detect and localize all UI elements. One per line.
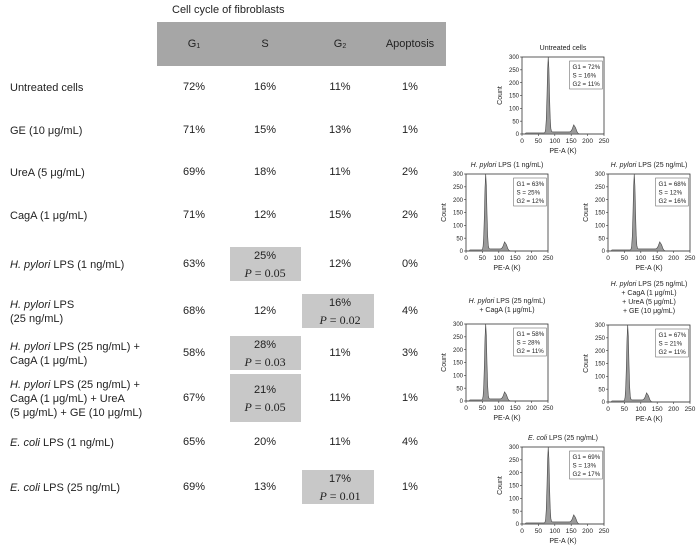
- row-label-line: [10, 340, 170, 354]
- x-tick-label: 100: [493, 405, 505, 412]
- y-tick-label: 150: [508, 483, 519, 490]
- row-label-segment: H. pylori: [10, 341, 51, 353]
- histogram-panel-hp-lps-1: [438, 160, 558, 285]
- cell-apoptosis: 0%: [402, 258, 418, 270]
- row-label-line: [10, 81, 170, 95]
- y-tick-label: 300: [452, 172, 463, 179]
- y-axis-label: Count: [497, 86, 504, 105]
- y-tick-label: 50: [512, 509, 519, 516]
- panel-title-segment: LPS (25 ng/mL): [636, 162, 688, 169]
- y-tick-label: 0: [601, 249, 605, 256]
- cell-s: 25%: [253, 250, 277, 262]
- cell-s: 13%: [253, 481, 277, 493]
- y-tick-label: 100: [508, 496, 519, 503]
- panel-title-segment: H. pylori: [610, 281, 637, 288]
- phase-legend-entry: G2 = 17%: [572, 471, 601, 478]
- phase-legend-entry: S = 12%: [658, 189, 683, 197]
- panel-title-segment: LPS (25 ng/mL): [494, 298, 546, 305]
- p-number: 0.05: [264, 400, 286, 414]
- x-tick-label: 200: [526, 255, 538, 262]
- p-symbol: P: [244, 400, 252, 414]
- cell-g2: 15%: [328, 209, 352, 221]
- phase-legend-entry: S = 21%: [658, 340, 683, 348]
- y-tick-label: 150: [594, 210, 605, 217]
- y-axis-label: Count: [497, 476, 504, 495]
- row-label: [10, 124, 170, 138]
- column-header-s: [230, 38, 300, 50]
- row-label-line: [10, 392, 170, 406]
- x-tick-label: 50: [620, 255, 629, 262]
- y-tick-label: 50: [598, 387, 605, 394]
- row-label-line: [10, 481, 170, 495]
- row-label-segment: UreA (5 μg/mL): [10, 167, 85, 179]
- y-tick-label: 300: [594, 172, 605, 179]
- column-header-apoptosis: [375, 38, 445, 50]
- phase-legend-entry: G2 = 16%: [658, 198, 687, 205]
- row-label-segment: (5 μg/mL) + GE (10 μg/mL): [10, 407, 143, 419]
- cell-apoptosis: 3%: [402, 347, 418, 359]
- y-tick-label: 250: [452, 185, 463, 192]
- cell-g1: 72%: [182, 81, 206, 93]
- phase-legend-entry: S = 13%: [572, 462, 597, 470]
- x-tick-label: 100: [635, 406, 647, 413]
- panel-title-segment: + CagA (1 μg/mL): [479, 307, 535, 314]
- p-number: 0.03: [264, 355, 286, 369]
- p-value: [300, 313, 380, 328]
- x-tick-label: 0: [606, 255, 610, 262]
- panel-title-segment: H. pylori: [468, 298, 495, 305]
- p-equals: =: [326, 313, 340, 327]
- column-header-g1: [159, 38, 229, 50]
- row-label-segment: H. pylori: [10, 259, 51, 271]
- p-equals: =: [251, 266, 265, 280]
- x-axis-label: PE-A (K): [549, 148, 577, 155]
- phase-legend-entry: G2 = 11%: [516, 348, 544, 355]
- x-tick-label: 100: [549, 138, 561, 145]
- x-tick-label: 0: [520, 138, 524, 145]
- row-label-line: [10, 209, 170, 223]
- x-tick-label: 100: [493, 255, 505, 262]
- row-label: [10, 298, 170, 326]
- y-tick-label: 0: [515, 132, 519, 139]
- y-tick-label: 100: [594, 223, 605, 230]
- y-tick-label: 200: [508, 470, 519, 477]
- y-tick-label: 200: [508, 80, 519, 87]
- cell-s: 18%: [253, 166, 277, 178]
- p-number: 0.01: [339, 489, 361, 503]
- x-tick-label: 250: [684, 255, 696, 262]
- cell-g1: 63%: [182, 258, 206, 270]
- cell-g1: 67%: [182, 392, 206, 404]
- phase-legend-entry: G1 = 68%: [658, 181, 687, 188]
- row-label-segment: CagA (1 μg/mL): [10, 210, 88, 222]
- cell-g1: 65%: [182, 436, 206, 448]
- row-label-segment: LPS (25 ng/mL) +: [50, 341, 140, 353]
- row-label-line: [10, 378, 170, 392]
- panel-title-segment: E. coli: [527, 435, 548, 442]
- x-tick-label: 200: [526, 405, 538, 412]
- cell-s: 28%: [253, 339, 277, 351]
- cell-s: 16%: [253, 81, 277, 93]
- p-number: 0.02: [339, 313, 361, 327]
- row-label-segment: H. pylori: [10, 379, 51, 391]
- phase-legend-entry: G2 = 11%: [572, 81, 600, 88]
- row-label: [10, 166, 170, 180]
- histogram-panel-hp-lps-25-caga: [438, 296, 558, 435]
- row-label-segment: Untreated cells: [10, 82, 84, 94]
- cell-g2: 11%: [329, 436, 351, 448]
- phase-legend-entry: G1 = 67%: [658, 332, 687, 339]
- histogram-svg: [438, 296, 558, 435]
- cell-g2: 11%: [329, 347, 351, 359]
- x-tick-label: 50: [478, 405, 487, 412]
- y-tick-label: 250: [594, 336, 605, 343]
- p-value: [225, 355, 305, 370]
- row-label-segment: LPS (25 ng/mL) +: [50, 379, 140, 391]
- row-label-segment: CagA (1 μg/mL): [10, 355, 88, 367]
- cell-g2: 13%: [328, 124, 352, 136]
- panel-title: [621, 290, 676, 297]
- row-label-segment: GE (10 μg/mL): [10, 125, 83, 137]
- x-tick-label: 50: [534, 138, 543, 145]
- histogram-svg: [494, 433, 614, 557]
- y-tick-label: 100: [452, 223, 463, 230]
- histogram-svg: [494, 43, 614, 168]
- x-tick-label: 200: [582, 528, 594, 535]
- phase-legend-entry: G2 = 11%: [658, 349, 686, 356]
- p-symbol: P: [319, 313, 327, 327]
- cell-apoptosis: 1%: [402, 392, 418, 404]
- histogram-panel-ecoli-lps-25: [494, 433, 614, 557]
- panel-title: [469, 298, 546, 305]
- y-tick-label: 100: [594, 374, 605, 381]
- y-tick-label: 250: [452, 335, 463, 342]
- phase-legend-entry: G2 = 12%: [516, 198, 545, 205]
- y-tick-label: 50: [598, 236, 605, 243]
- row-label-segment: CagA (1 μg/mL) + UreA: [10, 393, 125, 405]
- phase-legend-entry: S = 28%: [516, 339, 541, 347]
- histogram-panel-hp-lps-25-caga-urea-ge: [580, 279, 700, 436]
- x-tick-label: 100: [549, 528, 561, 535]
- cell-apoptosis: 4%: [402, 305, 418, 317]
- row-label-segment: LPS (1 ng/mL): [50, 259, 125, 271]
- y-tick-label: 250: [508, 458, 519, 465]
- panel-title-segment: LPS (25 ng/mL): [636, 281, 688, 288]
- x-tick-label: 0: [606, 406, 610, 413]
- row-label-segment: (25 ng/mL): [10, 313, 64, 325]
- panel-title: [622, 299, 676, 306]
- x-tick-label: 150: [565, 138, 577, 145]
- panel-title: [540, 45, 587, 52]
- panel-title-segment: H. pylori: [470, 162, 497, 169]
- cell-apoptosis: 4%: [402, 436, 418, 448]
- x-tick-label: 0: [520, 528, 524, 535]
- y-tick-label: 0: [459, 399, 463, 406]
- row-label-line: [10, 312, 170, 326]
- x-tick-label: 250: [598, 528, 610, 535]
- p-symbol: P: [244, 266, 252, 280]
- x-tick-label: 0: [464, 405, 468, 412]
- cell-apoptosis: 2%: [402, 166, 418, 178]
- y-axis-label: Count: [583, 354, 590, 373]
- cell-s: 12%: [253, 305, 277, 317]
- phase-legend-entry: S = 25%: [516, 189, 541, 197]
- y-tick-label: 300: [508, 55, 519, 62]
- x-tick-label: 100: [635, 255, 647, 262]
- row-label: [10, 209, 170, 223]
- y-tick-label: 200: [452, 347, 463, 354]
- x-axis-label: PE-A (K): [493, 415, 521, 422]
- table-title: Cell cycle of fibroblasts: [172, 4, 285, 16]
- row-label-line: [10, 298, 170, 312]
- y-tick-label: 50: [512, 119, 519, 126]
- row-label-line: [10, 406, 170, 420]
- x-tick-label: 250: [542, 405, 554, 412]
- y-axis-label: Count: [441, 353, 448, 372]
- cell-g2: 17%: [328, 473, 352, 485]
- row-label-segment: LPS (25 ng/mL): [39, 482, 121, 494]
- panel-title: [611, 162, 688, 169]
- x-tick-label: 50: [478, 255, 487, 262]
- y-tick-label: 200: [594, 348, 605, 355]
- y-tick-label: 250: [594, 185, 605, 192]
- y-tick-label: 200: [594, 197, 605, 204]
- cell-apoptosis: 2%: [402, 209, 418, 221]
- panel-title: [479, 307, 534, 314]
- x-tick-label: 250: [684, 406, 696, 413]
- cell-g1: 58%: [182, 347, 206, 359]
- row-label-segment: LPS: [50, 299, 75, 311]
- x-tick-label: 50: [620, 406, 629, 413]
- row-label: [10, 340, 170, 368]
- histogram-svg: [438, 160, 558, 285]
- y-tick-label: 50: [456, 386, 463, 393]
- cell-g1: 71%: [182, 209, 206, 221]
- panel-title-segment: Untreated cells: [539, 45, 587, 52]
- cell-g2: 11%: [329, 166, 351, 178]
- histogram-svg: [580, 160, 700, 285]
- y-tick-label: 0: [515, 522, 519, 529]
- column-header-subscript: 1: [196, 43, 201, 50]
- panel-title-segment: LPS (1 ng/mL): [496, 162, 544, 169]
- x-tick-label: 150: [651, 406, 663, 413]
- x-axis-label: PE-A (K): [635, 265, 663, 272]
- column-header-text: G: [187, 38, 197, 50]
- column-header-g2: [305, 38, 375, 50]
- row-label-segment: H. pylori: [10, 299, 51, 311]
- y-tick-label: 300: [594, 323, 605, 330]
- cell-g2: 11%: [329, 81, 351, 93]
- cell-s: 15%: [253, 124, 277, 136]
- row-label-line: [10, 258, 170, 272]
- panel-title: [623, 308, 675, 315]
- x-tick-label: 150: [509, 405, 521, 412]
- cell-apoptosis: 1%: [402, 481, 418, 493]
- panel-title-segment: H. pylori: [610, 162, 637, 169]
- row-label-line: [10, 124, 170, 138]
- cell-g1: 69%: [182, 481, 206, 493]
- y-tick-label: 0: [601, 400, 605, 407]
- x-tick-label: 0: [464, 255, 468, 262]
- p-equals: =: [326, 489, 340, 503]
- cell-s: 12%: [253, 209, 277, 221]
- row-label-line: [10, 436, 170, 450]
- row-label: [10, 258, 170, 272]
- cell-g2: 12%: [328, 258, 352, 270]
- x-tick-label: 200: [582, 138, 594, 145]
- panel-title: [528, 435, 598, 442]
- cell-g2: 11%: [329, 392, 351, 404]
- y-tick-label: 150: [452, 360, 463, 367]
- x-axis-label: PE-A (K): [549, 538, 577, 545]
- y-tick-label: 300: [452, 322, 463, 329]
- y-tick-label: 100: [508, 106, 519, 113]
- cell-apoptosis: 1%: [402, 81, 418, 93]
- cell-g1: 69%: [182, 166, 206, 178]
- row-label-line: [10, 166, 170, 180]
- x-tick-label: 50: [534, 528, 543, 535]
- y-tick-label: 50: [456, 236, 463, 243]
- p-value: [225, 400, 305, 415]
- panel-title-segment: + GE (10 μg/mL): [622, 308, 676, 315]
- x-axis-label: PE-A (K): [635, 416, 663, 423]
- panel-title-segment: LPS (25 ng/mL): [547, 435, 599, 442]
- row-label-segment: E. coli: [10, 482, 40, 494]
- x-tick-label: 250: [598, 138, 610, 145]
- y-tick-label: 300: [508, 445, 519, 452]
- p-number: 0.05: [264, 266, 286, 280]
- x-tick-label: 200: [668, 255, 680, 262]
- row-label: [10, 378, 170, 420]
- phase-legend-entry: G1 = 58%: [516, 331, 545, 338]
- cell-s: 20%: [253, 436, 277, 448]
- y-axis-label: Count: [583, 203, 590, 222]
- histogram-svg: [580, 279, 700, 436]
- p-value: [300, 489, 380, 504]
- x-tick-label: 150: [565, 528, 577, 535]
- cell-s: 21%: [253, 384, 277, 396]
- cell-g2: 16%: [328, 297, 352, 309]
- histogram-panel-untreated: [494, 43, 614, 168]
- column-header-text: Apoptosis: [385, 38, 435, 50]
- x-tick-label: 250: [542, 255, 554, 262]
- panel-title: [611, 281, 688, 288]
- x-tick-label: 200: [668, 406, 680, 413]
- row-label-segment: E. coli: [10, 437, 40, 449]
- y-tick-label: 200: [452, 197, 463, 204]
- row-label-segment: LPS (1 ng/mL): [39, 437, 114, 449]
- column-header-text: S: [261, 38, 269, 50]
- y-tick-label: 150: [594, 361, 605, 368]
- y-tick-label: 100: [452, 373, 463, 380]
- p-equals: =: [251, 400, 265, 414]
- column-header-text: G: [333, 38, 343, 50]
- histogram-panel-hp-lps-25: [580, 160, 700, 285]
- p-equals: =: [251, 355, 265, 369]
- row-label: [10, 81, 170, 95]
- y-tick-label: 250: [508, 68, 519, 75]
- y-tick-label: 150: [452, 210, 463, 217]
- p-symbol: P: [244, 355, 252, 369]
- panel-title-segment: + UreA (5 μg/mL): [622, 299, 676, 306]
- phase-legend-entry: G1 = 72%: [572, 64, 601, 71]
- x-tick-label: 150: [651, 255, 663, 262]
- x-axis-label: PE-A (K): [493, 265, 521, 272]
- panel-title: [471, 162, 544, 169]
- phase-legend-entry: S = 16%: [572, 72, 597, 80]
- y-tick-label: 150: [508, 93, 519, 100]
- panel-title-segment: + CagA (1 μg/mL): [621, 290, 677, 297]
- x-tick-label: 150: [509, 255, 521, 262]
- y-tick-label: 0: [459, 249, 463, 256]
- row-label: [10, 436, 170, 450]
- cell-apoptosis: 1%: [402, 124, 418, 136]
- phase-legend-entry: G1 = 63%: [516, 181, 545, 188]
- column-header-subscript: 2: [342, 43, 347, 50]
- row-label: [10, 481, 170, 495]
- phase-legend-entry: G1 = 69%: [572, 454, 601, 461]
- cell-g1: 71%: [182, 124, 206, 136]
- p-value: [225, 266, 305, 281]
- y-axis-label: Count: [441, 203, 448, 222]
- cell-g1: 68%: [182, 305, 206, 317]
- p-symbol: P: [319, 489, 327, 503]
- row-label-line: [10, 354, 170, 368]
